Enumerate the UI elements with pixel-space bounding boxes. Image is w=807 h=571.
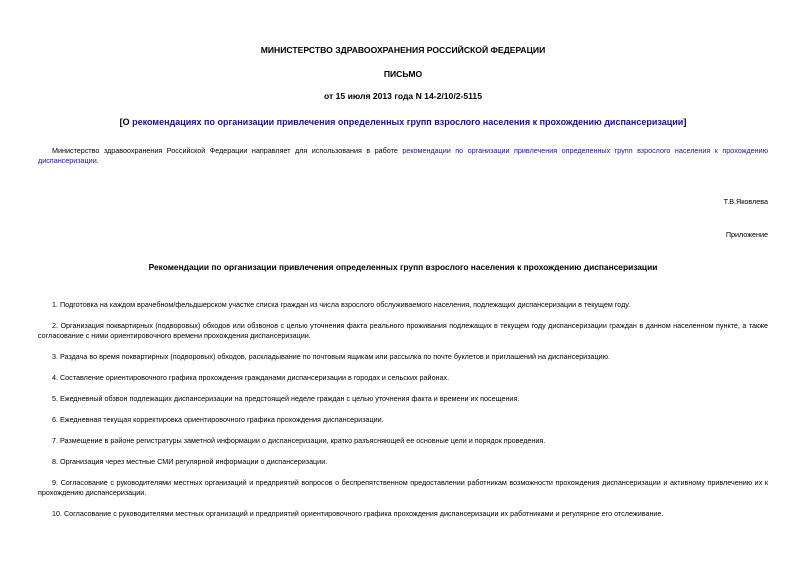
ministry-name: МИНИСТЕРСТВО ЗДРАВООХРАНЕНИЯ РОССИЙСКОЙ ФЕДЕРАЦИИ (260, 45, 546, 55)
list-item: 2. Организация поквартирных (подворовых) обходов или обзвонов с целью уточнения факта реального проживания подлежащих в текущем году диспансеризации граждан в данном населенном пункте, а также согласование с ними ориентировочного времени прохождения диспансеризации. (38, 321, 768, 340)
document-title (38, 117, 768, 128)
list-item: 8. Организация через местные СМИ регулярной информации о диспансеризации. (52, 457, 328, 466)
document-type: ПИСЬМО (383, 69, 423, 79)
intro-text: Министерство здравоохранения Российской Федерации направляет для использования в работе (52, 146, 403, 155)
list-item: 1. Подготовка на каждом врачебном/фельдшерском участке списка граждан из числа взрослого обслуживаемого населения, подлежащих диспансеризации в текущем году. (52, 300, 631, 309)
recommendations-link[interactable]: рекомендации по организации привлечения определенных групп взрослого населения к прохождению диспансеризации (38, 146, 769, 165)
list-item: 5. Ежедневный обзвон подлежащих диспансеризации на предстоящей неделе граждан с целью уточнения факта и времени их посещения. (52, 394, 520, 403)
signer-name: Т.В.Яковлева (723, 197, 768, 206)
recommendations-list (38, 300, 768, 530)
document-title-link[interactable]: рекомендациях по организации привлечения определенных групп взрослого населения к прохождению диспансеризации (132, 117, 684, 127)
intro-end: . (96, 156, 99, 165)
list-item: 10. Согласование с руководителями местных организаций и предприятий ориентировочного графика прохождения диспансеризации их работниками и регулярное его отслеживание. (52, 509, 664, 518)
document-title-open: [О (119, 117, 133, 127)
document-title-close: ] (683, 117, 687, 127)
list-item: 4. Составление ориентировочного графика прохождения гражданами диспансеризации в городах и сельских районах. (52, 373, 450, 382)
appendix-title: Рекомендации по организации привлечения определенных групп взрослого населения к прохождению диспансеризации (148, 262, 658, 272)
list-item: 6. Ежедневная текущая корректировка ориентировочного графика прохождения диспансеризации. (52, 415, 384, 424)
appendix-label: Приложение (725, 230, 768, 239)
list-item: 3. Раздача во время поквартирных (подворовых) обходов, раскладывание по почтовым ящикам или рассылка по почте буклетов и приглашений на диспансеризацию. (52, 352, 611, 361)
document-date-number: от 15 июля 2013 года N 14-2/10/2-5115 (324, 91, 482, 101)
intro-paragraph (38, 146, 768, 166)
list-item: 9. Согласование с руководителями местных организаций и предприятий вопросов о беспрепятственном предоставлении работникам возможности прохождения диспансеризации и активному привлечению их к прохождению диспансеризации. (38, 478, 768, 497)
list-item: 7. Размещение в районе регистратуры заметной информации о диспансеризации, кратко разъясняющей ее основные цели и порядок проведения. (52, 436, 546, 445)
